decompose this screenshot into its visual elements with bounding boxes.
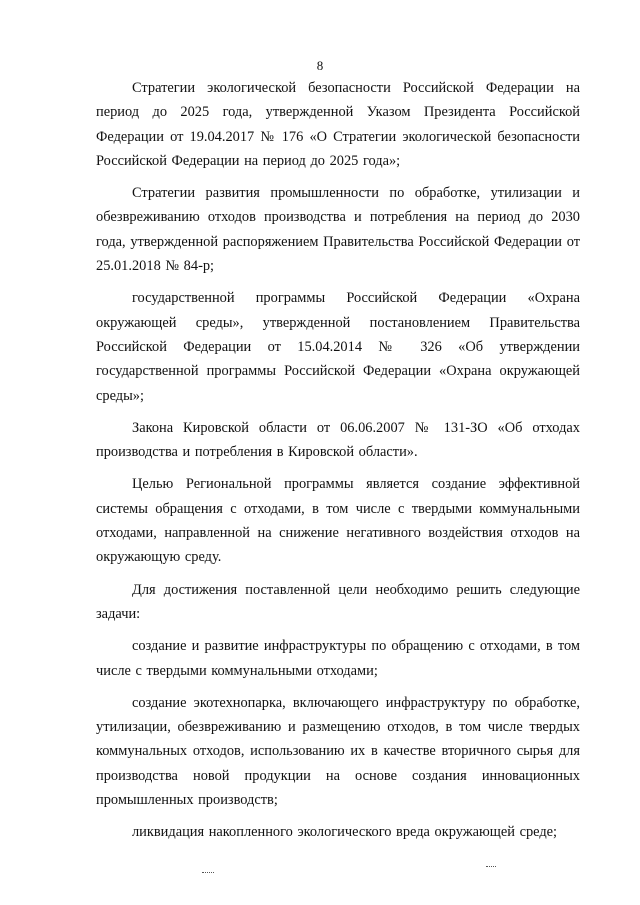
paragraph-kirov-law: Закона Кировской области от 06.06.2007 № 131-ЗО «Об отходах производства и потребления в Кировской области». (96, 419, 580, 461)
paragraph-task-infrastructure: создание и развитие инфраструктуры по обращению с отходами, в том числе с твердыми коммунальными отходами; (96, 638, 580, 679)
paragraph-program-goal: Целью Региональной программы является создание эффективной системы обращения с отходами, в том числе с твердыми коммунальными отходами, направленной на снижение негативного воздействия отходов на окружающую среду. (96, 476, 580, 566)
paragraph-task-liquidation: ликвидация накопленного экологического вреда окружающей среде; (132, 824, 558, 841)
page-number: 8 (316, 58, 324, 73)
paragraph-state-program-environment: государственной программы Российской Федерации «Охрана окружающей среды», утвержденной постановлением Правительства Российской Федерации от 15.04.2014 № 326 «Об утверждении государственной программы Российской Федерации «Охрана окружающей среды»; (96, 290, 580, 404)
scan-artifact-left (202, 872, 214, 874)
scan-artifact-right (486, 866, 496, 868)
paragraph-task-ecotechnopark: создание экотехнопарка, включающего инфраструктуру по обработке, утилизации, обезвреживанию и размещению отходов, в том числе твердых коммунальных отходов, использованию их в качестве вторичного сырья для производства новой продукции на основе создания инновационных промышленных производств; (96, 694, 580, 809)
paragraph-strategy-industry-development: Стратегии развития промышленности по обработке, утилизации и обезвреживанию отходов производства и потребления на период до 2030 года, утвержденной распоряжением Правительства Российской Федерации от 25.01.2018 № 84-р; (96, 185, 580, 275)
body-text (96, 76, 580, 853)
paragraph-strategy-ecological-security: Стратегии экологической безопасности Российской Федерации на период до 2025 года, утвержденной Указом Президента Российской Федерации от 19.04.2017 № 176 «О Стратегии экологической безопасности Российской Федерации на период до 2025 года»; (96, 80, 580, 169)
paragraph-tasks-intro: Для достижения поставленной цели необходимо решить следующие задачи: (96, 581, 580, 622)
